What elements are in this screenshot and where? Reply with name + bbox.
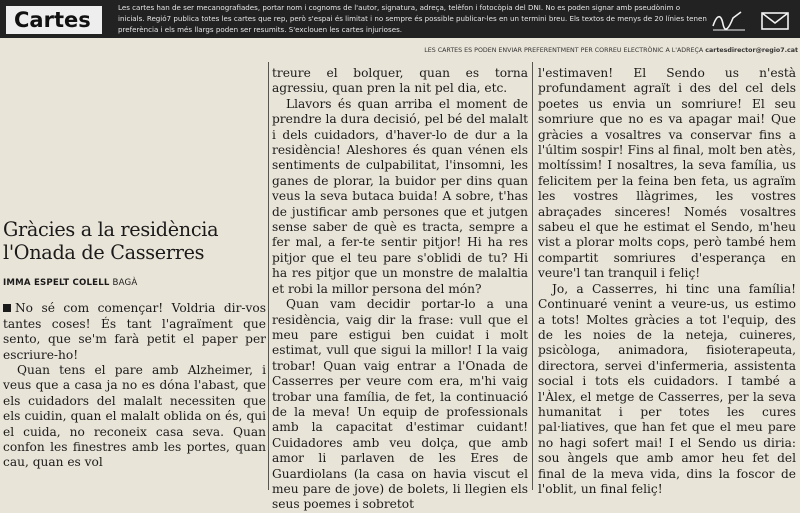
byline xyxy=(3,276,266,291)
article-paragraph: Llavors és quan arriba el moment de prendre la dura decisió, pel bé del malalt i dels cuidadors, d'haver-lo de dur a la residència! Aleshores és quan vénen els sentiments de culpabilitat, l'insomni, les ganes de plorar, la buidor per dins quan veus la seva butaca buida! A sobre, t'has de justificar amb persones que et jutgen sense saber de què es tracta, sempre a fer mal, a fer-te sentir pitjor! Hi ha res pitjor que el teu pare s'oblidi de tu? Hi ha res pitjor que un monstre de malaltia et robi la millor persona del món? xyxy=(272,96,528,296)
column-divider xyxy=(268,62,269,490)
article-paragraph: Jo, a Casserres, hi tinc una família! Continuaré venint a veure-us, us estimo a tots! Moltes gràcies a tot l'equip, des de les noies de la neteja, cuineres, psicòloga, animadora, fisioterapeuta, directora, servei d'infermeria, assistenta social i tots els cuidadors. I també a l'Àlex, el metge de Casserres, per la seva humanitat i per totes les cures pal·liatives, que han fet que el meu pare no hagi sofert mai! I el Sendo us diria: sou àngels que amb amor heu fet del final de la meva vida, dins la foscor de l'oblit, un final feliç! xyxy=(538,281,796,496)
article-column-2 xyxy=(272,66,528,512)
article-headline: Gràcies a la residència l'Onada de Casserres xyxy=(3,218,219,264)
column-divider xyxy=(532,62,533,490)
submission-note xyxy=(420,47,798,54)
author-location: BAGÀ xyxy=(112,278,138,288)
cartes-header xyxy=(0,0,800,38)
header-icons xyxy=(704,6,796,34)
envelope-icon xyxy=(760,9,790,31)
submission-rules: Les cartes han de ser mecanografiades, portar nom i cognoms de l'autor, signatura, adreça, telèfon i fotocòpia del DNI. No es poden signar amb pseudònim o inicials. Regió7 publica totes les cartes que rep, però s'espai és limitat i no sempre és possible publicar-les en un termini breu. Els textos de menys de 20 línies tenen preferència i els més llargs poden ser resumits. S'exclouen les cartes injurioses. xyxy=(118,3,707,34)
section-title: Cartes xyxy=(6,6,102,34)
article-paragraph: Quan tens el pare amb Alzheimer, i veus que a casa ja no es dóna l'abast, que els cuidadors del malalt necessiten que els cuidin, quan el malalt oblida on és, qui el cuida, no reconeix casa seva. Quan confon les finestres amb les portes, quan cau, quan es vol xyxy=(3,363,266,470)
article-paragraph: Quan vam decidir portar-lo a una residència, vaig dir la frase: vull que el meu pare estigui ben cuidat i molt estimat, vull que sigui la millor! I la vaig trobar! Quan vaig entrar a l'Onada de Casserres per veure com era, m'hi vaig trobar una família, de fet, la continuació de la meva! Un equip de professionals amb la capacitat d'estimar cuidant! Cuidadores amb veu dolça, que amb amor li parlaven de les Eres de Guardiolans (la casa on havia viscut el meu pare de jove) de bolets, li llegien els seus poemes i sobretot xyxy=(272,297,528,512)
article-paragraph: No sé com començar! Voldria dir-vos tantes coses! És tant l'agraïment que sento, que se'm farà petit el paper per escriure-ho! xyxy=(3,301,266,362)
paragraph-marker-icon xyxy=(3,304,11,312)
article-paragraph: treure el bolquer, quan es torna agressiu, quan pren la nit pel dia, etc. xyxy=(272,66,528,96)
submission-note-text: LES CARTES ES PODEN ENVIAR PREFERENTMENT PER CORREU ELECTRÒNIC A L'ADREÇA xyxy=(424,47,704,54)
pen-icon xyxy=(711,8,747,32)
submission-email[interactable]: cartesdirector@regio7.cat xyxy=(705,47,798,54)
article-column-3 xyxy=(538,66,796,496)
article-paragraph: l'estimaven! El Sendo us n'està profundament agraït i des del cel dels poetes us envia un somriure! El seu somriure que no es va apagar mai! Que gràcies a vosaltres va conservar fins a l'últim sospir! Fins al final, molt ben atès, moltíssim! I nosaltres, la seva família, us felicitem per la feina ben feta, us agraïm les vostres llàgrimes, les vostres abraçades sinceres! Només vosaltres sabeu el que he estimat el Sendo, m'heu vist a plorar molts cops, però també hem compartit somriures d'esperança en veure'l tan tranquil i feliç! xyxy=(538,66,796,281)
article-column-1 xyxy=(3,60,266,490)
author-name: IMMA ESPELT COLELL xyxy=(3,278,110,288)
